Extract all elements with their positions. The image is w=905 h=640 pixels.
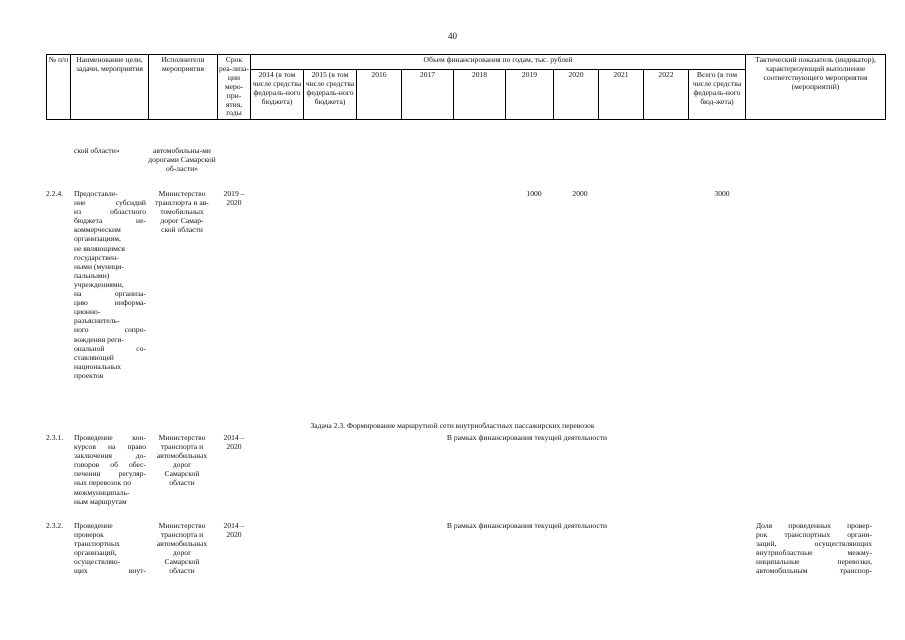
- mc-row-executor: Министерство транспорта и автомобильных дорог Самарской области: [156, 433, 208, 488]
- mc-row-value-2019: 1000: [526, 189, 542, 198]
- mc-col-2015-header: 2015 (в том числе средства федераль-ного бюджета): [304, 70, 357, 120]
- mc-task-title: Задача 2.3. Формирование маршрутной сети внутриобластных пассажирских перевозок: [310, 421, 595, 430]
- mc-row-term: 2014 – 2020: [223, 521, 245, 540]
- mc-row-name: Проведение проверок транспортных организаций, осуществляю- щих внут-: [74, 521, 146, 576]
- mc-col-executors-header: Исполнители мероприятия: [149, 55, 218, 120]
- mc-row-name: Предоставле- ние субсидий из областного бюджета не- коммерческим организациям, не являющимся государствен- ными (муници- пальными) учреждениями, на организа- цию информа- ционно- разъяснитель- ного сопро- вождения реги- ональной со- ставляющей национальных проектов: [74, 189, 146, 380]
- mc-row-funding-text: В рамках финансирования текущей деятельности: [446, 433, 608, 442]
- mc-page-number: 40: [448, 31, 457, 41]
- mc-table-header: [46, 54, 886, 120]
- mc-row-executor: Министерство транспорта и автомобильных дорог Самарской области: [156, 521, 208, 576]
- mc-col-2018-header: 2018: [454, 70, 506, 120]
- mc-col-2020-header: 2020: [554, 70, 599, 120]
- mc-row-indicator: Доля проведенных провер- рок транспортных органи- заций, осуществляющих внутриобластные межму- ниципальные перевозки, автомобильным транспор-: [756, 521, 872, 576]
- mc-executor-continuation: автомобильны-ми дорогами Самарской об-ласти»: [148, 146, 216, 174]
- mc-row-term: 2019 – 2020: [223, 189, 245, 208]
- mc-col-name-header: Наименование цели, задачи, мероприятия: [71, 55, 149, 120]
- mc-col-term-header: Срок реа-лиза-ции меро-при-ятия, годы: [218, 55, 251, 120]
- mc-col-2016-header: 2016: [357, 70, 402, 120]
- mc-col-2019-header: 2019: [506, 70, 554, 120]
- mc-row-funding-text: В рамках финансирования текущей деятельности: [446, 521, 608, 530]
- mc-row-number: 2.3.2.: [46, 521, 64, 530]
- mc-row-value-total: 3000: [714, 189, 730, 198]
- mc-col-2017-header: 2017: [402, 70, 454, 120]
- mc-col-2021-header: 2021: [599, 70, 644, 120]
- mc-row-term: 2014 – 2020: [223, 433, 245, 452]
- mc-row-executor: Министерство транспорта и ав- томобильных дорог Самар- ской области: [155, 189, 209, 235]
- mc-col-2014-header: 2014 (в том числе средства федераль-ного бюджета): [251, 70, 304, 120]
- mc-name-continuation: ской области»: [74, 146, 120, 155]
- mc-row-name: Проведение кон- курсов на право заключения до- говоров об обес- печении регуляр- ных перевозок по межмуниципаль- ным маршрутам: [74, 433, 146, 506]
- mc-row-number: 2.3.1.: [46, 433, 64, 442]
- mc-row-number: 2.2.4.: [46, 189, 64, 198]
- mc-col-funding-header: Объем финансирования по годам, тыс. рублей: [251, 55, 746, 70]
- mc-col-indicator-header: Тактический показатель (индикатор), характеризующий выполнение соответствующего мероприятия (мероприятий): [746, 55, 886, 120]
- mc-row-value-2020: 2000: [572, 189, 588, 198]
- mc-col-2022-header: 2022: [644, 70, 689, 120]
- mc-col-num-header: № п/п: [47, 55, 71, 120]
- mc-col-total-header: Всего (в том числе средства федераль-ного бюд-жета): [689, 70, 746, 120]
